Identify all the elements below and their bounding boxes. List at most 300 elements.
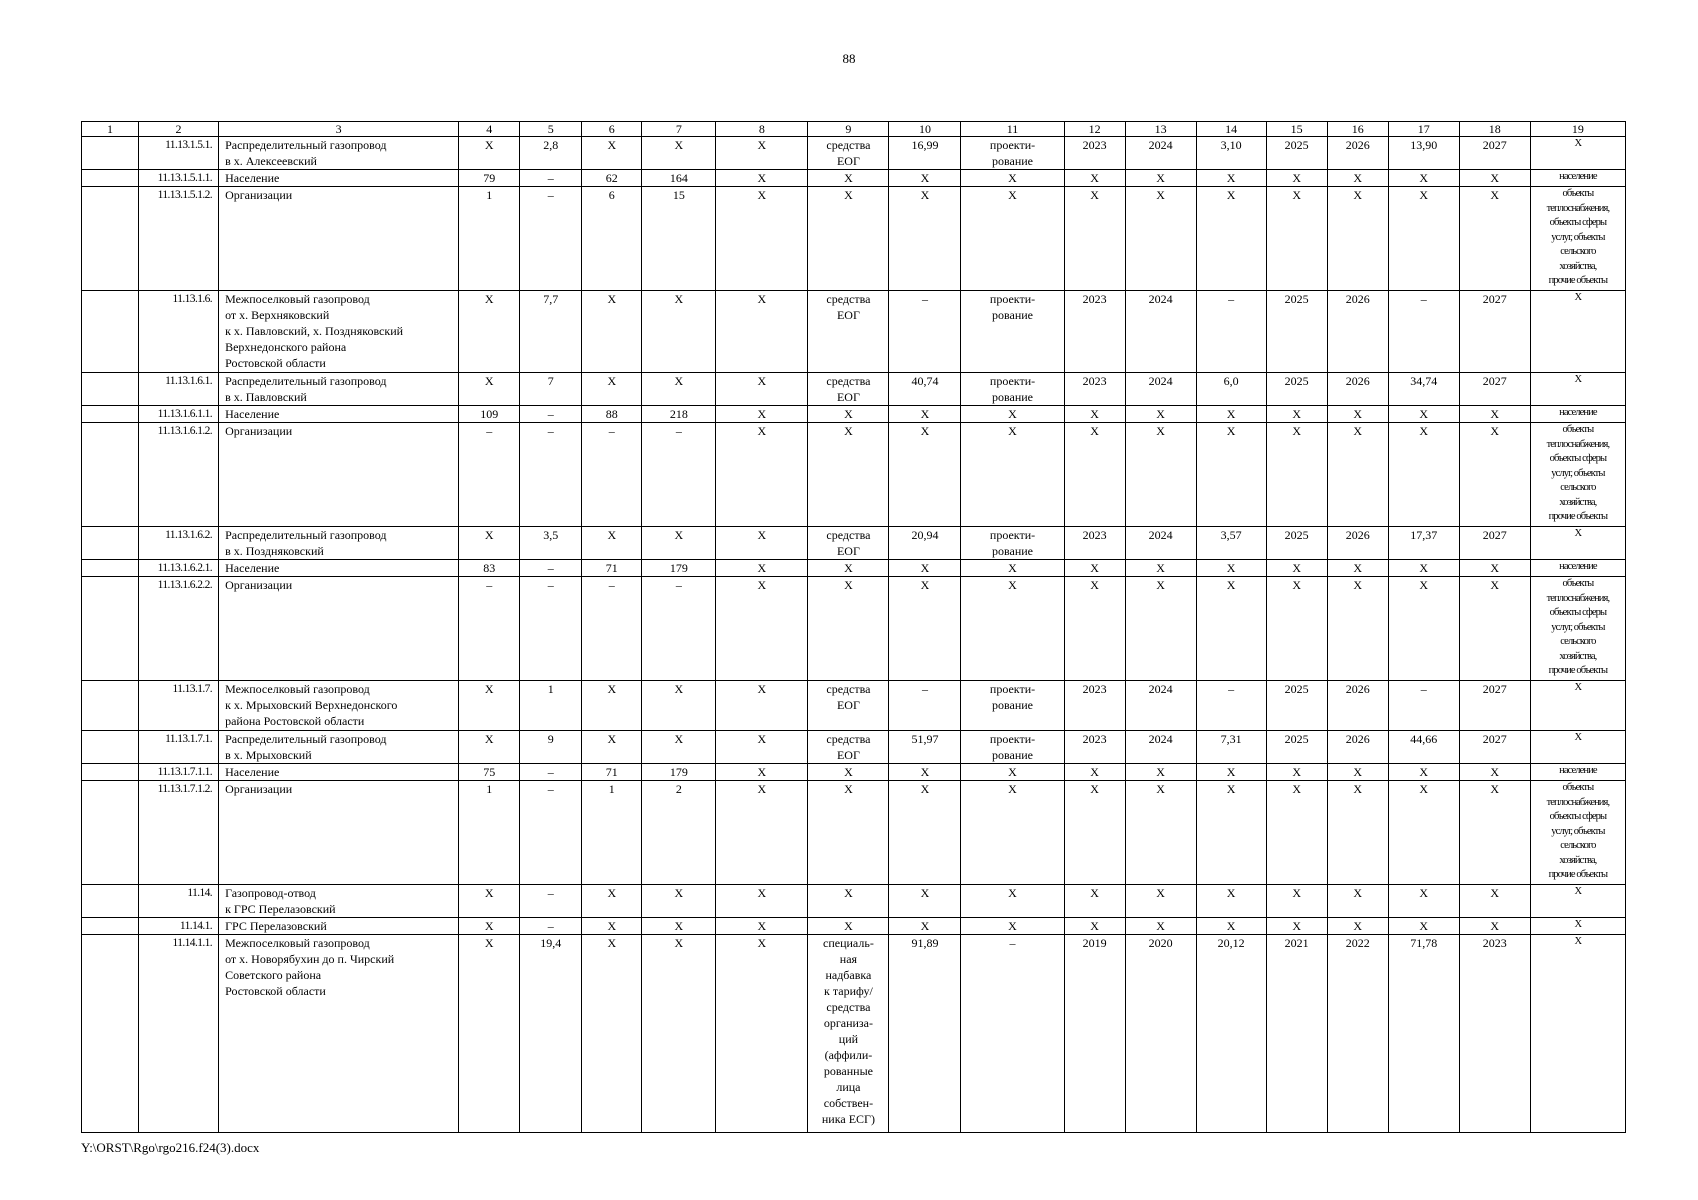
table-cell: Х (642, 918, 716, 935)
table-cell: Х (808, 764, 889, 781)
table-row (82, 291, 1626, 373)
table-cell: 2 (642, 781, 716, 885)
table-cell: – (520, 577, 582, 681)
table-cell: 17,37 (1388, 527, 1459, 560)
table-cell: Х (459, 885, 520, 918)
item-code-cell: 11.13.1.7.1.1. (139, 764, 219, 781)
table-cell: специаль- ная надбавка к тарифу/ средства организа- ций (аффили- рованные лица собствен- ника ЕСГ) (808, 935, 889, 1133)
table-cell: – (1196, 291, 1266, 373)
table-cell: Х (1196, 187, 1266, 291)
table-cell: Х (1064, 577, 1125, 681)
table-cell: Х (961, 918, 1064, 935)
table-cell: – (520, 170, 582, 187)
table-cell: Х (642, 935, 716, 1133)
table-cell: Х (1388, 560, 1459, 577)
table-cell: Х (1530, 885, 1625, 918)
item-name-cell: Межпоселковый газопровод к х. Мрыховский Верхнедонского района Ростовской области (219, 681, 459, 731)
table-cell: Х (1196, 918, 1266, 935)
table-cell: – (520, 918, 582, 935)
table-cell: средства ЕОГ (808, 731, 889, 764)
table-cell: Х (889, 406, 961, 423)
table-cell: 1 (520, 681, 582, 731)
item-code-cell: 11.13.1.5.1.2. (139, 187, 219, 291)
table-cell: средства ЕОГ (808, 681, 889, 731)
item-name-cell: Население (219, 764, 459, 781)
column-number-cell: 4 (459, 122, 520, 137)
table-cell: Х (1266, 781, 1327, 885)
table-cell: 179 (642, 560, 716, 577)
table-cell: Х (459, 731, 520, 764)
table-cell: Х (716, 681, 808, 731)
table-cell: Х (1196, 560, 1266, 577)
table-cell: Х (1196, 577, 1266, 681)
column-number-cell: 2 (139, 122, 219, 137)
table-cell: – (1388, 681, 1459, 731)
table-row (82, 527, 1626, 560)
table-cell: 164 (642, 170, 716, 187)
table-cell: 3,10 (1196, 137, 1266, 170)
column-number-cell: 17 (1388, 122, 1459, 137)
table-cell: Х (1196, 423, 1266, 527)
table-cell: Х (889, 781, 961, 885)
table-cell: Х (1266, 764, 1327, 781)
table-cell: Х (1388, 764, 1459, 781)
table-cell: – (961, 935, 1064, 1133)
table-cell: 1 (582, 781, 642, 885)
table-cell: 9 (520, 731, 582, 764)
table-cell: Х (808, 560, 889, 577)
table-cell: Х (1266, 170, 1327, 187)
column-number-cell: 1 (82, 122, 139, 137)
table-cell: 2027 (1459, 373, 1530, 406)
table-cell: 13,90 (1388, 137, 1459, 170)
table-cell: Х (642, 681, 716, 731)
table-cell: 2027 (1459, 527, 1530, 560)
table-cell: 75 (459, 764, 520, 781)
table-cell: Х (1125, 170, 1196, 187)
page-number: 88 (842, 51, 856, 66)
table-row (82, 731, 1626, 764)
table-cell: 2026 (1327, 291, 1388, 373)
item-code-cell: 11.13.1.7.1. (139, 731, 219, 764)
column-number-cell: 14 (1196, 122, 1266, 137)
table-cell: 2023 (1064, 137, 1125, 170)
table-cell: Х (1327, 577, 1388, 681)
item-code-cell: 11.14.1. (139, 918, 219, 935)
item-name-cell: Распределительный газопровод в х. Павловский (219, 373, 459, 406)
table-cell: – (459, 577, 520, 681)
table-cell: 16,99 (889, 137, 961, 170)
item-name-cell: Организации (219, 187, 459, 291)
table-cell: Х (1459, 406, 1530, 423)
table-cell: Х (1125, 885, 1196, 918)
table-cell: 2025 (1266, 373, 1327, 406)
table-cell: Х (961, 577, 1064, 681)
item-code-cell: 11.13.1.6.1. (139, 373, 219, 406)
column-number-cell: 19 (1530, 122, 1625, 137)
table-cell: 179 (642, 764, 716, 781)
table-cell: Х (961, 764, 1064, 781)
column-number-cell: 11 (961, 122, 1064, 137)
table-cell: Х (961, 885, 1064, 918)
table-cell: Х (716, 885, 808, 918)
table-cell: Х (889, 423, 961, 527)
table-cell: 2020 (1125, 935, 1196, 1133)
table-cell: 2023 (1064, 681, 1125, 731)
table-cell: население (1530, 764, 1625, 781)
table-cell: Х (642, 731, 716, 764)
table-row (82, 423, 1626, 527)
table-cell: Х (642, 137, 716, 170)
table-cell: 71 (582, 764, 642, 781)
table-cell: Х (642, 291, 716, 373)
column-number-cell: 6 (582, 122, 642, 137)
table-cell: Х (1327, 764, 1388, 781)
table-cell: 2026 (1327, 527, 1388, 560)
item-code-cell: 11.13.1.6. (139, 291, 219, 373)
table-cell: 2,8 (520, 137, 582, 170)
table-cell: Х (1388, 423, 1459, 527)
table-cell: Х (1530, 137, 1625, 170)
table-cell: Х (808, 187, 889, 291)
column-number-cell: 8 (716, 122, 808, 137)
table-row (82, 577, 1626, 681)
table-cell: Х (1530, 918, 1625, 935)
table-cell: – (889, 681, 961, 731)
table-cell: проекти- рование (961, 373, 1064, 406)
column-number-cell: 5 (520, 122, 582, 137)
table-cell (82, 170, 139, 187)
table-cell: Х (1327, 170, 1388, 187)
column-number-cell: 12 (1064, 122, 1125, 137)
table-cell: Х (716, 170, 808, 187)
data-table (81, 121, 1626, 1133)
table-cell: Х (1327, 406, 1388, 423)
table-cell: Х (1459, 918, 1530, 935)
table-cell: Х (1459, 885, 1530, 918)
table-cell: – (1388, 291, 1459, 373)
column-number-cell: 18 (1459, 122, 1530, 137)
table-cell: Х (1459, 187, 1530, 291)
table-cell: 88 (582, 406, 642, 423)
table-cell: Х (1388, 577, 1459, 681)
table-cell: Х (1388, 170, 1459, 187)
table-cell: Х (1266, 560, 1327, 577)
table-cell: Х (582, 681, 642, 731)
table-cell: Х (808, 885, 889, 918)
item-name-cell: Распределительный газопровод в х. Мрыховский (219, 731, 459, 764)
column-number-cell: 16 (1327, 122, 1388, 137)
table-cell: Х (1266, 406, 1327, 423)
column-number-cell: 9 (808, 122, 889, 137)
table-cell: Х (961, 170, 1064, 187)
table-cell: Х (1388, 187, 1459, 291)
table-cell: Х (889, 577, 961, 681)
table-row (82, 781, 1626, 885)
item-code-cell: 11.14. (139, 885, 219, 918)
item-code-cell: 11.13.1.6.1.2. (139, 423, 219, 527)
table-cell: – (520, 187, 582, 291)
table-cell: Х (716, 935, 808, 1133)
table-cell: Х (889, 187, 961, 291)
table-cell (82, 918, 139, 935)
table-cell: 83 (459, 560, 520, 577)
table-cell: Х (1064, 781, 1125, 885)
item-name-cell: Распределительный газопровод в х. Поздняковский (219, 527, 459, 560)
table-cell: Х (1388, 406, 1459, 423)
table-cell: Х (1530, 373, 1625, 406)
table-cell: 79 (459, 170, 520, 187)
item-name-cell: Население (219, 170, 459, 187)
table-cell: Х (1327, 781, 1388, 885)
item-code-cell: 11.13.1.5.1.1. (139, 170, 219, 187)
table-cell: проекти- рование (961, 681, 1064, 731)
item-code-cell: 11.14.1.1. (139, 935, 219, 1133)
column-number-cell: 15 (1266, 122, 1327, 137)
table-cell: Х (1125, 764, 1196, 781)
table-cell (82, 137, 139, 170)
table-cell: Х (1327, 918, 1388, 935)
table-cell: 2025 (1266, 291, 1327, 373)
file-path-footer: Y:\ORST\Rgo\rgo216.f24(3).docx (81, 1140, 260, 1155)
item-name-cell: ГРС Перелазовский (219, 918, 459, 935)
table-cell: 19,4 (520, 935, 582, 1133)
table-cell (82, 731, 139, 764)
table-cell: 2019 (1064, 935, 1125, 1133)
table-cell: Х (1530, 291, 1625, 373)
table-cell: Х (1064, 885, 1125, 918)
table-cell: Х (459, 681, 520, 731)
table-cell: население (1530, 406, 1625, 423)
table-row (82, 406, 1626, 423)
table-cell: Х (716, 137, 808, 170)
table-cell: Х (808, 423, 889, 527)
table-cell: Х (582, 885, 642, 918)
table-cell: Х (582, 731, 642, 764)
item-name-cell: Организации (219, 781, 459, 885)
table-cell: Х (1459, 560, 1530, 577)
table-cell: 2026 (1327, 681, 1388, 731)
table-cell: Х (1125, 560, 1196, 577)
table-cell: Х (1125, 406, 1196, 423)
table-cell: Х (1266, 423, 1327, 527)
table-cell: 71,78 (1388, 935, 1459, 1133)
table-row (82, 187, 1626, 291)
table-cell: Х (1196, 885, 1266, 918)
table-cell (82, 560, 139, 577)
item-code-cell: 11.13.1.5.1. (139, 137, 219, 170)
table-cell: Х (1266, 577, 1327, 681)
table-cell (82, 885, 139, 918)
table-cell: Х (1196, 781, 1266, 885)
table-cell: Х (716, 731, 808, 764)
table-cell: Х (808, 577, 889, 681)
table-cell: 2026 (1327, 373, 1388, 406)
table-cell: Х (1530, 681, 1625, 731)
table-cell: объекты теплоснабжения, объекты сферы услуг, объекты сельского хозяйства, прочие объекты (1530, 577, 1625, 681)
table-cell: Х (808, 170, 889, 187)
table-cell: 2023 (1064, 373, 1125, 406)
table-cell: Х (459, 527, 520, 560)
table-cell: Х (642, 373, 716, 406)
table-cell: Х (582, 918, 642, 935)
table-cell: Х (716, 291, 808, 373)
table-cell: 6 (582, 187, 642, 291)
table-cell: Х (808, 406, 889, 423)
table-cell: 2027 (1459, 137, 1530, 170)
table-cell: Х (716, 918, 808, 935)
table-cell: 3,57 (1196, 527, 1266, 560)
table-cell: – (520, 764, 582, 781)
table-cell: – (459, 423, 520, 527)
table-cell (82, 764, 139, 781)
table-cell: Х (1266, 885, 1327, 918)
table-cell: 2025 (1266, 137, 1327, 170)
table-cell: Х (889, 560, 961, 577)
table-cell: Х (889, 764, 961, 781)
column-number-cell: 7 (642, 122, 716, 137)
table-cell: Х (1388, 918, 1459, 935)
item-name-cell: Население (219, 406, 459, 423)
table-cell: Х (1064, 423, 1125, 527)
table-row (82, 170, 1626, 187)
table-cell: Х (642, 885, 716, 918)
table-cell: Х (1125, 918, 1196, 935)
table-cell (82, 423, 139, 527)
table-cell: – (642, 577, 716, 681)
table-cell: средства ЕОГ (808, 373, 889, 406)
table-cell: Х (1459, 170, 1530, 187)
item-name-cell: Распределительный газопровод в х. Алексеевский (219, 137, 459, 170)
table-cell: 2024 (1125, 731, 1196, 764)
table-cell: Х (1125, 423, 1196, 527)
table-cell: 1 (459, 187, 520, 291)
table-cell: Х (459, 935, 520, 1133)
table-cell: Х (716, 187, 808, 291)
table-cell: Х (1327, 885, 1388, 918)
table-cell: Х (1125, 781, 1196, 885)
column-number-row (82, 122, 1626, 137)
table-cell: Х (1196, 406, 1266, 423)
table-cell: проекти- рование (961, 731, 1064, 764)
item-code-cell: 11.13.1.7. (139, 681, 219, 731)
table-cell: Х (1327, 423, 1388, 527)
table-cell: Х (582, 291, 642, 373)
table-cell: 2027 (1459, 291, 1530, 373)
table-cell: Х (716, 764, 808, 781)
table-cell: Х (961, 781, 1064, 885)
table-cell: Х (1064, 560, 1125, 577)
table-cell: Х (1327, 187, 1388, 291)
table-cell: 44,66 (1388, 731, 1459, 764)
table-cell: проекти- рование (961, 527, 1064, 560)
table-cell: 7 (520, 373, 582, 406)
table-cell: – (582, 423, 642, 527)
table-cell: Х (459, 291, 520, 373)
table-cell: 1 (459, 781, 520, 885)
table-cell: Х (1064, 918, 1125, 935)
table-cell: 2023 (1064, 291, 1125, 373)
table-cell: Х (1459, 781, 1530, 885)
item-code-cell: 11.13.1.6.2. (139, 527, 219, 560)
column-number-cell: 13 (1125, 122, 1196, 137)
table-cell: Х (961, 187, 1064, 291)
item-name-cell: Газопровод-отвод к ГРС Перелазовский (219, 885, 459, 918)
item-code-cell: 11.13.1.6.2.1. (139, 560, 219, 577)
table-cell (82, 781, 139, 885)
table-cell (82, 681, 139, 731)
table-cell: 2024 (1125, 137, 1196, 170)
table-cell: Х (961, 406, 1064, 423)
table-cell: Х (1388, 885, 1459, 918)
table-cell: 2023 (1459, 935, 1530, 1133)
table-cell: – (520, 781, 582, 885)
table-cell: Х (961, 423, 1064, 527)
table-cell: Х (1459, 577, 1530, 681)
table-cell: Х (889, 885, 961, 918)
table-cell: 2026 (1327, 137, 1388, 170)
table-cell: – (520, 885, 582, 918)
table-cell: 3,5 (520, 527, 582, 560)
table-row (82, 764, 1626, 781)
table-cell: население (1530, 170, 1625, 187)
table-cell: 15 (642, 187, 716, 291)
table-cell: Х (716, 527, 808, 560)
table-cell: – (520, 406, 582, 423)
table-cell: Х (1266, 918, 1327, 935)
table-cell: Х (459, 373, 520, 406)
table-cell: 218 (642, 406, 716, 423)
table-cell: Х (1064, 170, 1125, 187)
item-name-cell: Межпоселковый газопровод от х. Новорябухин до п. Чирский Советского района Ростовской области (219, 935, 459, 1133)
table-cell: 2027 (1459, 681, 1530, 731)
table-cell: 2026 (1327, 731, 1388, 764)
table-row (82, 885, 1626, 918)
table-cell: Х (889, 170, 961, 187)
table-cell: 7,31 (1196, 731, 1266, 764)
table-cell: – (520, 423, 582, 527)
table-cell: 6,0 (1196, 373, 1266, 406)
table-cell: Х (1064, 764, 1125, 781)
table-cell: Х (582, 137, 642, 170)
table-cell: проекти- рование (961, 137, 1064, 170)
table-cell: – (889, 291, 961, 373)
table-cell: Х (716, 781, 808, 885)
table-cell: Х (808, 781, 889, 885)
table-cell: Х (582, 373, 642, 406)
table-cell (82, 406, 139, 423)
table-cell: Х (889, 918, 961, 935)
table-cell: Х (1125, 187, 1196, 291)
table-row (82, 935, 1626, 1133)
table-cell: население (1530, 560, 1625, 577)
table-cell: 2027 (1459, 731, 1530, 764)
table-cell: объекты теплоснабжения, объекты сферы услуг, объекты сельского хозяйства, прочие объекты (1530, 423, 1625, 527)
item-name-cell: Организации (219, 577, 459, 681)
table-cell: Х (1266, 187, 1327, 291)
table-cell: Х (1530, 935, 1625, 1133)
table-cell: Х (716, 577, 808, 681)
table-cell: Х (642, 527, 716, 560)
table-cell (82, 577, 139, 681)
table-row (82, 918, 1626, 935)
table-row (82, 681, 1626, 731)
table-cell: 2021 (1266, 935, 1327, 1133)
table-cell: 2025 (1266, 681, 1327, 731)
item-name-cell: Организации (219, 423, 459, 527)
table-cell: Х (1459, 764, 1530, 781)
table-cell: Х (716, 373, 808, 406)
